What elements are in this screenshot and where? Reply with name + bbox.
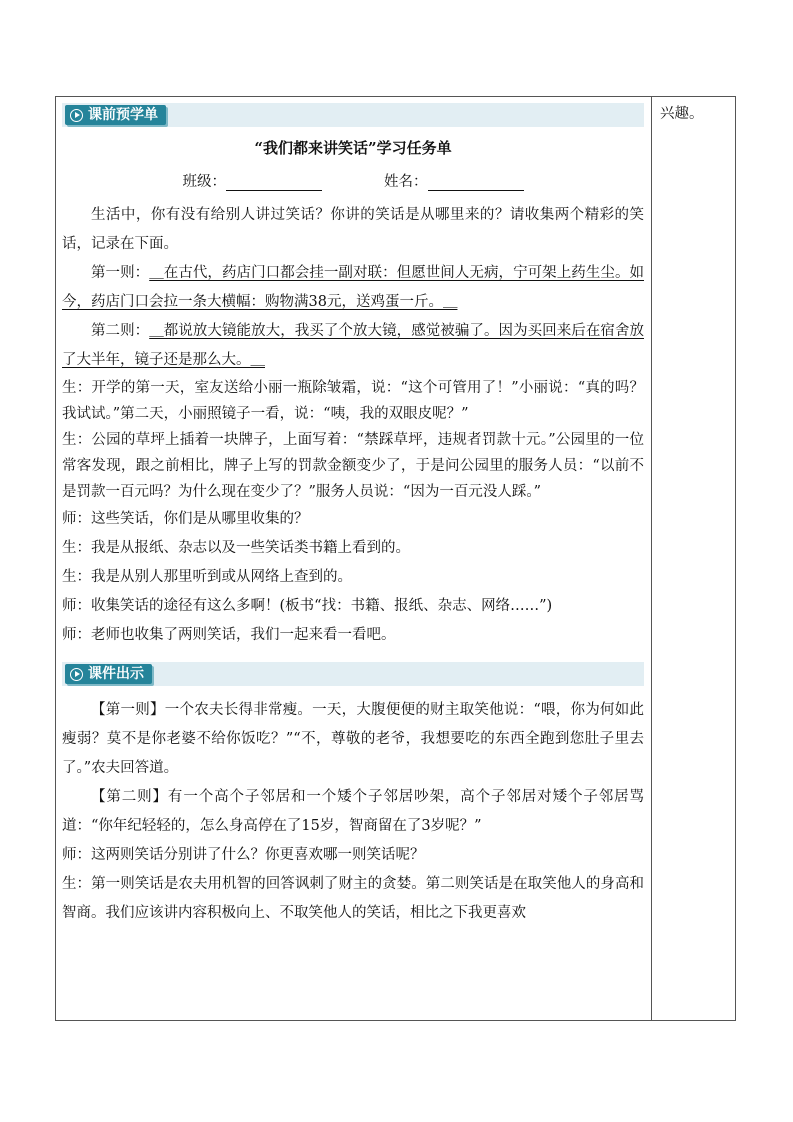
play-circle-icon: [70, 109, 83, 122]
dialogue-line: 师：这两则笑话分别讲了什么？你更喜欢哪一则笑话呢？: [62, 847, 425, 863]
name-blank: [428, 176, 524, 191]
main-column: [62, 103, 644, 928]
dialogue-line: 生：我是从别人那里听到或从网络上查到的。: [62, 569, 352, 585]
dialogue-line: 生：公园的草坪上插着一块牌子，上面写着：“禁踩草坪，违规者罚款十元。”公园里的一位常客发现，跟之前相比，牌子上写的罚款金额变少了，于是问公园里的服务人员：“以前不是罚款一百元吗？为什么现在变少了？”服务人员说：“因为一百元没人踩。”: [62, 432, 644, 500]
worksheet-title: “我们都来讲笑话”学习任务单: [254, 139, 452, 157]
courseware-banner: [62, 662, 644, 686]
joke-1-text: ＿在古代，药店门口都会挂一副对联：但愿世间人无病，宁可架上药生尘。如今，药店门口会拉一条大横幅：购物满38元，送鸡蛋一斤。＿: [62, 265, 644, 310]
play-circle-icon: [70, 668, 83, 681]
courseware-banner-label: 课件出示: [88, 666, 144, 682]
preview-intro: 生活中，你有没有给别人讲过笑话？你讲的笑话是从哪里来的？请收集两个精彩的笑话，记录在下面。: [62, 207, 644, 252]
class-label: 班级：: [182, 174, 226, 190]
joke-2-label: 第二则：: [91, 323, 150, 339]
preview-banner-label: 课前预学单: [88, 107, 158, 123]
name-field: [384, 170, 524, 191]
lesson-table: [55, 96, 736, 1021]
class-field: [183, 170, 323, 191]
preview-joke-1: [62, 259, 644, 317]
column-divider: [651, 97, 652, 1020]
preview-joke-2: [62, 317, 644, 375]
preview-banner: [62, 103, 644, 127]
name-label: 姓名：: [384, 174, 428, 190]
dialogue-line: 师：这些笑话，你们是从哪里收集的？: [62, 511, 309, 527]
joke-2-text: ＿都说放大镜能放大，我买了个放大镜，感觉被骗了。因为买回来后在宿舍放了大半年，镜子还是那么大。＿: [62, 323, 644, 368]
student-info-row: [62, 170, 644, 191]
courseware-joke-2: 【第二则】有一个高个子邻居和一个矮个子邻居吵架，高个子邻居对矮个子邻居骂道：“你年纪轻轻的，怎么身高停在了15岁，智商留在了3岁呢？”: [62, 789, 644, 834]
class-blank: [226, 176, 322, 191]
dialogue-line: 生：我是从报纸、杂志以及一些笑话类书籍上看到的。: [62, 540, 410, 556]
dialogue-line: 生：第一则笑话是农夫用机智的回答讽刺了财主的贪婪。第二则笑话是在取笑他人的身高和智商。我们应该讲内容积极向上、不取笑他人的笑话，相比之下我更喜欢: [62, 876, 644, 921]
dialogue-line: 师：收集笑话的途径有这么多啊！(板书“找：书籍、报纸、杂志、网络……”): [62, 598, 553, 614]
preview-tag: [65, 105, 166, 125]
side-column-text: 兴趣。: [660, 106, 704, 122]
courseware-tag: [65, 664, 152, 684]
joke-1-label: 第一则：: [91, 265, 150, 281]
dialogue-line: 师：老师也收集了两则笑话，我们一起来看一看吧。: [62, 627, 396, 643]
courseware-joke-1: 【第一则】一个农夫长得非常瘦。一天，大腹便便的财主取笑他说：“喂，你为何如此瘦弱？莫不是你老婆不给你饭吃？”“不，尊敬的老爷，我想要吃的东西全跑到您肚子里去了。”农夫回答道。: [62, 702, 644, 776]
dialogue-line: 生：开学的第一天，室友送给小丽一瓶除皱霜，说：“这个可管用了！”小丽说：“真的吗？我试试。”第二天，小丽照镜子一看，说：“咦，我的双眼皮呢？”: [62, 380, 644, 422]
